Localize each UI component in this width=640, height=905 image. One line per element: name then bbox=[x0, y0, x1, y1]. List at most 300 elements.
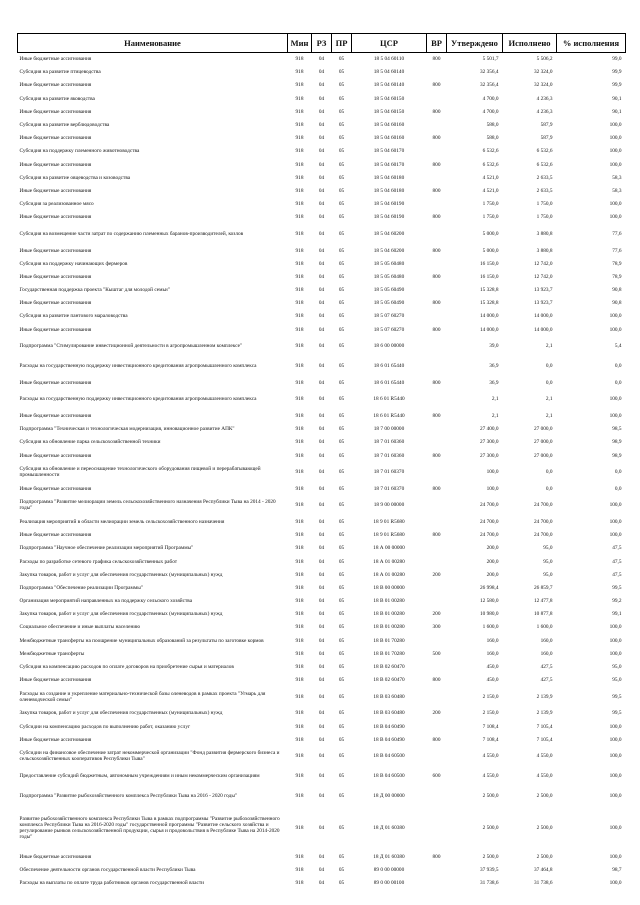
cell-csr: 18 9 00 00000 bbox=[373, 502, 405, 509]
table-row bbox=[18, 850, 626, 863]
table-row bbox=[18, 515, 626, 528]
table-row bbox=[18, 733, 626, 746]
cell-pr: 05 bbox=[338, 363, 345, 370]
cell-pr: 05 bbox=[338, 413, 345, 420]
cell-name: Субсидии на финансовое обеспечение затрат некоммерческой организации "Фонд развития фермерского бизнеса и сельскохозяйственных кооперативов Республики Тыва" bbox=[19, 750, 280, 763]
table-row bbox=[18, 436, 626, 449]
cell-pr: 05 bbox=[338, 710, 345, 717]
cell-executed: 5 506,2 bbox=[536, 56, 553, 63]
cell-rz: 04 bbox=[318, 532, 325, 539]
cell-executed: 2 500,0 bbox=[536, 825, 553, 832]
cell-min: 918 bbox=[295, 313, 304, 320]
table-row bbox=[18, 687, 626, 707]
cell-pr: 05 bbox=[338, 723, 345, 730]
table-row bbox=[18, 542, 626, 555]
cell-min: 918 bbox=[295, 260, 304, 267]
cell-rz: 04 bbox=[318, 379, 325, 386]
cell-rz: 04 bbox=[318, 413, 325, 420]
cell-percent: 0,0 bbox=[614, 469, 622, 476]
cell-name: Иные бюджетные ассигнования bbox=[19, 161, 92, 168]
cell-name: Иные бюджетные ассигнования bbox=[19, 736, 92, 743]
cell-vr bbox=[427, 284, 447, 297]
cell-executed: 427,5 bbox=[540, 677, 553, 684]
cell-executed: 24 700,0 bbox=[533, 532, 553, 539]
cell-approved: 160,0 bbox=[486, 650, 499, 657]
cell-csr: 18 5 04 60140 bbox=[373, 82, 405, 89]
cell-pr: 05 bbox=[338, 161, 345, 168]
cell-pr: 05 bbox=[338, 148, 345, 155]
cell-rz: 04 bbox=[318, 161, 325, 168]
cell-pr: 05 bbox=[338, 82, 345, 89]
cell-csr: 18 Д 01 60380 bbox=[373, 853, 405, 860]
cell-approved: 588,0 bbox=[486, 135, 499, 142]
header-percent: % исполнения bbox=[557, 34, 626, 53]
cell-vr bbox=[427, 171, 447, 184]
cell-percent: 98,7 bbox=[612, 867, 622, 874]
cell-name: Расходы по разработке сетевого графика сельскохозяйственных работ bbox=[19, 558, 178, 565]
cell-min: 918 bbox=[295, 693, 304, 700]
cell-pr: 05 bbox=[338, 273, 345, 280]
cell-executed: 37 464,8 bbox=[533, 867, 553, 874]
cell-min: 918 bbox=[295, 469, 304, 476]
cell-pr: 05 bbox=[338, 174, 345, 181]
cell-executed: 10 877,8 bbox=[533, 611, 553, 618]
cell-executed: 32 324,0 bbox=[533, 82, 553, 89]
cell-percent: 100,0 bbox=[609, 135, 622, 142]
cell-percent: 95,0 bbox=[612, 677, 622, 684]
cell-rz: 04 bbox=[318, 122, 325, 129]
table-row bbox=[18, 595, 626, 608]
cell-min: 918 bbox=[295, 148, 304, 155]
cell-pr: 05 bbox=[338, 650, 345, 657]
cell-min: 918 bbox=[295, 867, 304, 874]
table-body bbox=[18, 53, 626, 890]
cell-min: 918 bbox=[295, 753, 304, 760]
cell-vr: 800 bbox=[432, 135, 441, 142]
cell-name: Субсидия на развитие птицеводства bbox=[19, 69, 101, 76]
cell-min: 918 bbox=[295, 664, 304, 671]
cell-vr bbox=[427, 746, 447, 766]
cell-min: 918 bbox=[295, 439, 304, 446]
cell-rz: 04 bbox=[318, 710, 325, 717]
table-row bbox=[18, 184, 626, 197]
cell-percent: 99,9 bbox=[612, 69, 622, 76]
cell-approved: 27 300,0 bbox=[479, 439, 499, 446]
cell-pr: 05 bbox=[338, 664, 345, 671]
table-row bbox=[18, 608, 626, 621]
cell-name: Субсидии на компенсацию расходов по выполнению работ, оказанию услуг bbox=[19, 723, 191, 730]
cell-min: 918 bbox=[295, 273, 304, 280]
cell-percent: 0,0 bbox=[614, 363, 622, 370]
cell-rz: 04 bbox=[318, 69, 325, 76]
cell-percent: 98,5 bbox=[612, 426, 622, 433]
table-row bbox=[18, 389, 626, 409]
cell-percent: 100,0 bbox=[609, 161, 622, 168]
table-row bbox=[18, 79, 626, 92]
cell-rz: 04 bbox=[318, 201, 325, 208]
cell-vr bbox=[427, 515, 447, 528]
cell-approved: 6 532,6 bbox=[482, 148, 499, 155]
cell-min: 918 bbox=[295, 532, 304, 539]
cell-executed: 13 923,7 bbox=[533, 287, 553, 294]
cell-vr bbox=[427, 877, 447, 890]
cell-name: Субсидия на поддержку племенного животноводства bbox=[19, 148, 140, 155]
cell-min: 918 bbox=[295, 363, 304, 370]
cell-name: Иные бюджетные ассигнования bbox=[19, 452, 92, 459]
cell-percent: 99,5 bbox=[612, 710, 622, 717]
cell-csr: 18 5 07 60270 bbox=[373, 326, 405, 333]
cell-pr: 05 bbox=[338, 69, 345, 76]
cell-executed: 2 633,5 bbox=[536, 174, 553, 181]
cell-executed: 1 600,0 bbox=[536, 624, 553, 631]
cell-percent: 99,5 bbox=[612, 693, 622, 700]
cell-csr: 18 В 02 60470 bbox=[373, 677, 405, 684]
cell-name: Межбюджетные трансферты на поощрение муниципальных образований за результаты по заготовке кормов bbox=[19, 637, 264, 644]
cell-vr bbox=[427, 145, 447, 158]
cell-rz: 04 bbox=[318, 135, 325, 142]
cell-csr: 18 В 01 00280 bbox=[373, 624, 405, 631]
cell-min: 918 bbox=[295, 723, 304, 730]
cell-pr: 05 bbox=[338, 201, 345, 208]
cell-approved: 2 500,0 bbox=[482, 853, 499, 860]
cell-vr bbox=[427, 198, 447, 211]
cell-csr: 18 5 05 60490 bbox=[373, 287, 405, 294]
cell-rz: 04 bbox=[318, 313, 325, 320]
cell-vr: 800 bbox=[432, 485, 441, 492]
cell-rz: 04 bbox=[318, 214, 325, 221]
cell-vr: 800 bbox=[432, 736, 441, 743]
cell-name: Подпрограмма "Развитие мелиорации земель сельскохозяйственного назначения Республики Тыва на 2014 - 2020 годы" bbox=[19, 499, 276, 512]
cell-pr: 05 bbox=[338, 287, 345, 294]
cell-pr: 05 bbox=[338, 313, 345, 320]
cell-min: 918 bbox=[295, 343, 304, 350]
cell-name: Иные бюджетные ассигнования bbox=[19, 135, 92, 142]
cell-name: Иные бюджетные ассигнования bbox=[19, 677, 92, 684]
cell-csr: 18 7 01 60360 bbox=[373, 439, 405, 446]
cell-approved: 2,1 bbox=[491, 396, 499, 403]
cell-min: 918 bbox=[295, 95, 304, 102]
cell-pr: 05 bbox=[338, 773, 345, 780]
cell-approved: 27 300,0 bbox=[479, 452, 499, 459]
cell-pr: 05 bbox=[338, 485, 345, 492]
cell-percent: 99,1 bbox=[612, 611, 622, 618]
cell-rz: 04 bbox=[318, 230, 325, 237]
cell-executed: 24 700,0 bbox=[533, 518, 553, 525]
cell-percent: 100,0 bbox=[609, 624, 622, 631]
cell-vr bbox=[427, 864, 447, 877]
cell-name: Расходы на государственную поддержку инвестиционного кредитования агропромышленного комплекса bbox=[19, 363, 257, 370]
cell-min: 918 bbox=[295, 773, 304, 780]
cell-percent: 100,0 bbox=[609, 532, 622, 539]
cell-csr: 18 Д 01 60380 bbox=[373, 825, 405, 832]
cell-name: Реализация мероприятий в области мелиорации земель сельскохозяйственного назначения bbox=[19, 518, 225, 525]
cell-csr: 18 В 01 00280 bbox=[373, 611, 405, 618]
cell-vr bbox=[427, 720, 447, 733]
cell-pr: 05 bbox=[338, 426, 345, 433]
cell-vr: 800 bbox=[432, 108, 441, 115]
cell-percent: 100,0 bbox=[609, 518, 622, 525]
cell-csr: 18 6 01 65440 bbox=[373, 379, 405, 386]
cell-approved: 4 700,0 bbox=[482, 95, 499, 102]
cell-name: Иные бюджетные ассигнования bbox=[19, 485, 92, 492]
cell-approved: 27 400,0 bbox=[479, 426, 499, 433]
cell-name: Субсидия на развитие овцеводства и козоводства bbox=[19, 174, 131, 181]
cell-name: Иные бюджетные ассигнования bbox=[19, 187, 92, 194]
cell-csr: 18 В 02 60470 bbox=[373, 664, 405, 671]
table-row bbox=[18, 529, 626, 542]
cell-name: Организация мероприятий направленных на поддержку сельского хозяйства bbox=[19, 598, 193, 605]
cell-approved: 14 000,0 bbox=[479, 313, 499, 320]
cell-pr: 05 bbox=[338, 518, 345, 525]
cell-min: 918 bbox=[295, 426, 304, 433]
cell-percent: 100,0 bbox=[609, 396, 622, 403]
cell-rz: 04 bbox=[318, 571, 325, 578]
cell-csr: 18 А 01 00280 bbox=[373, 571, 405, 578]
cell-csr: 18 5 04 60160 bbox=[373, 135, 405, 142]
cell-percent: 100,0 bbox=[609, 148, 622, 155]
cell-min: 918 bbox=[295, 485, 304, 492]
cell-csr: 89 0 00 00100 bbox=[373, 880, 405, 887]
cell-min: 918 bbox=[295, 135, 304, 142]
cell-percent: 58,3 bbox=[612, 174, 622, 181]
cell-min: 918 bbox=[295, 558, 304, 565]
cell-csr: 18 7 01 60370 bbox=[373, 485, 405, 492]
cell-vr bbox=[427, 595, 447, 608]
cell-min: 918 bbox=[295, 396, 304, 403]
cell-percent: 100,0 bbox=[609, 122, 622, 129]
cell-name: Расходы на государственную поддержку инвестиционного кредитования агропромышленного комплекса bbox=[19, 396, 257, 403]
cell-executed: 14 000,0 bbox=[533, 326, 553, 333]
cell-pr: 05 bbox=[338, 379, 345, 386]
cell-approved: 4 550,0 bbox=[482, 773, 499, 780]
table-row bbox=[18, 92, 626, 105]
cell-rz: 04 bbox=[318, 825, 325, 832]
cell-name: Субсидия на компенсацию расходов по оплате договоров на приобретение сырья и материалов bbox=[19, 664, 234, 671]
header-vr: ВР bbox=[427, 34, 447, 53]
cell-percent: 100,0 bbox=[609, 326, 622, 333]
table-row bbox=[18, 270, 626, 283]
cell-min: 918 bbox=[295, 174, 304, 181]
cell-executed: 3 880,8 bbox=[536, 230, 553, 237]
cell-min: 918 bbox=[295, 122, 304, 129]
cell-csr: 18 6 01 R5440 bbox=[373, 413, 405, 420]
cell-pr: 05 bbox=[338, 396, 345, 403]
cell-vr: 200 bbox=[432, 611, 441, 618]
cell-csr: 18 9 01 R5680 bbox=[373, 532, 405, 539]
cell-rz: 04 bbox=[318, 793, 325, 800]
cell-approved: 200,0 bbox=[486, 571, 499, 578]
cell-executed: 1 750,0 bbox=[536, 201, 553, 208]
cell-vr bbox=[427, 92, 447, 105]
table-row bbox=[18, 449, 626, 462]
cell-min: 918 bbox=[295, 571, 304, 578]
table-row bbox=[18, 766, 626, 786]
cell-rz: 04 bbox=[318, 611, 325, 618]
cell-executed: 4 236,3 bbox=[536, 108, 553, 115]
cell-approved: 5 000,0 bbox=[482, 230, 499, 237]
cell-rz: 04 bbox=[318, 650, 325, 657]
table-row bbox=[18, 746, 626, 766]
cell-vr: 300 bbox=[432, 624, 441, 631]
cell-rz: 04 bbox=[318, 82, 325, 89]
cell-min: 918 bbox=[295, 518, 304, 525]
cell-pr: 05 bbox=[338, 122, 345, 129]
cell-name: Субсидия на развитие яководства bbox=[19, 95, 95, 102]
cell-percent: 90,8 bbox=[612, 287, 622, 294]
cell-pr: 05 bbox=[338, 793, 345, 800]
cell-min: 918 bbox=[295, 82, 304, 89]
cell-approved: 16 150,0 bbox=[479, 273, 499, 280]
cell-rz: 04 bbox=[318, 880, 325, 887]
cell-vr bbox=[427, 786, 447, 806]
cell-approved: 2 500,0 bbox=[482, 793, 499, 800]
table-row bbox=[18, 660, 626, 673]
cell-vr bbox=[427, 634, 447, 647]
cell-percent: 58,3 bbox=[612, 187, 622, 194]
table-row bbox=[18, 568, 626, 581]
cell-vr: 800 bbox=[432, 532, 441, 539]
cell-vr: 800 bbox=[432, 413, 441, 420]
header-executed: Исполнено bbox=[503, 34, 557, 53]
cell-executed: 26 859,7 bbox=[533, 584, 553, 591]
table-row bbox=[18, 674, 626, 687]
table-row bbox=[18, 555, 626, 568]
cell-executed: 12 742,0 bbox=[533, 273, 553, 280]
cell-approved: 37 939,5 bbox=[479, 867, 499, 874]
cell-vr bbox=[427, 257, 447, 270]
cell-min: 918 bbox=[295, 326, 304, 333]
cell-vr: 200 bbox=[432, 571, 441, 578]
cell-csr: 18 5 05 60490 bbox=[373, 300, 405, 307]
cell-executed: 587,9 bbox=[540, 122, 553, 129]
cell-csr: 18 В 04 60500 bbox=[373, 773, 405, 780]
cell-pr: 05 bbox=[338, 584, 345, 591]
cell-rz: 04 bbox=[318, 867, 325, 874]
cell-pr: 05 bbox=[338, 624, 345, 631]
table-row bbox=[18, 118, 626, 131]
cell-csr: 18 5 04 60150 bbox=[373, 95, 405, 102]
cell-vr bbox=[427, 495, 447, 515]
cell-rz: 04 bbox=[318, 273, 325, 280]
cell-name: Предоставление субсидий бюджетным, автономным учреждениям и иным некоммерческим организациям bbox=[19, 773, 260, 780]
cell-percent: 0,0 bbox=[614, 379, 622, 386]
cell-vr bbox=[427, 806, 447, 850]
cell-min: 918 bbox=[295, 247, 304, 254]
cell-pr: 05 bbox=[338, 214, 345, 221]
cell-executed: 2 500,0 bbox=[536, 793, 553, 800]
cell-percent: 100,0 bbox=[609, 650, 622, 657]
cell-name: Подпрограмма "Научное обеспечение реализации мероприятий Программы" bbox=[19, 545, 194, 552]
cell-rz: 04 bbox=[318, 260, 325, 267]
cell-executed: 160,0 bbox=[540, 650, 553, 657]
cell-name: Иные бюджетные ассигнования bbox=[19, 247, 92, 254]
cell-name: Обеспечение деятельности органов государственной власти Республики Тыва bbox=[19, 867, 196, 874]
cell-executed: 12 477,8 bbox=[533, 598, 553, 605]
cell-approved: 4 550,0 bbox=[482, 753, 499, 760]
table-row bbox=[18, 244, 626, 257]
cell-percent: 100,0 bbox=[609, 793, 622, 800]
cell-approved: 16 150,0 bbox=[479, 260, 499, 267]
cell-percent: 90,1 bbox=[612, 95, 622, 102]
cell-csr: 18 9 01 R5680 bbox=[373, 518, 405, 525]
cell-percent: 99,9 bbox=[612, 82, 622, 89]
cell-name: Социальное обеспечение и иные выплаты населению bbox=[19, 624, 141, 631]
cell-approved: 4 521,0 bbox=[482, 187, 499, 194]
cell-csr: 18 5 04 60170 bbox=[373, 148, 405, 155]
cell-csr: 18 В 04 60490 bbox=[373, 723, 405, 730]
cell-executed: 0,0 bbox=[545, 485, 553, 492]
cell-rz: 04 bbox=[318, 584, 325, 591]
cell-executed: 27 000,0 bbox=[533, 426, 553, 433]
cell-min: 918 bbox=[295, 611, 304, 618]
cell-csr: 18 Д 00 00000 bbox=[373, 793, 405, 800]
cell-rz: 04 bbox=[318, 773, 325, 780]
cell-approved: 24 700,0 bbox=[479, 502, 499, 509]
cell-name: Иные бюджетные ассигнования bbox=[19, 413, 92, 420]
cell-pr: 05 bbox=[338, 753, 345, 760]
cell-approved: 2,1 bbox=[491, 413, 499, 420]
table-row bbox=[18, 423, 626, 436]
cell-name: Иные бюджетные ассигнования bbox=[19, 108, 92, 115]
cell-name: Иные бюджетные ассигнования bbox=[19, 379, 92, 386]
cell-executed: 0,0 bbox=[545, 469, 553, 476]
cell-vr bbox=[427, 118, 447, 131]
table-row bbox=[18, 877, 626, 890]
cell-approved: 15 328,8 bbox=[479, 300, 499, 307]
cell-pr: 05 bbox=[338, 532, 345, 539]
cell-name: Субсидия на развитие пантового мараловодства bbox=[19, 313, 128, 320]
cell-approved: 24 700,0 bbox=[479, 532, 499, 539]
cell-percent: 77,6 bbox=[612, 230, 622, 237]
cell-rz: 04 bbox=[318, 502, 325, 509]
cell-percent: 100,0 bbox=[609, 413, 622, 420]
cell-vr: 800 bbox=[432, 187, 441, 194]
cell-csr: 18 5 05 60480 bbox=[373, 273, 405, 280]
cell-approved: 160,0 bbox=[486, 637, 499, 644]
cell-csr: 18 А 01 00280 bbox=[373, 558, 405, 565]
cell-percent: 0,0 bbox=[614, 485, 622, 492]
cell-min: 918 bbox=[295, 624, 304, 631]
cell-min: 918 bbox=[295, 825, 304, 832]
cell-min: 918 bbox=[295, 413, 304, 420]
cell-executed: 95,0 bbox=[543, 558, 553, 565]
cell-vr bbox=[427, 436, 447, 449]
cell-name: Иные бюджетные ассигнования bbox=[19, 56, 92, 63]
cell-rz: 04 bbox=[318, 624, 325, 631]
cell-vr bbox=[427, 310, 447, 323]
cell-approved: 31 738,6 bbox=[479, 880, 499, 887]
cell-executed: 2 139,9 bbox=[536, 710, 553, 717]
cell-min: 918 bbox=[295, 880, 304, 887]
cell-approved: 12 580,0 bbox=[479, 598, 499, 605]
cell-pr: 05 bbox=[338, 56, 345, 63]
table-row bbox=[18, 105, 626, 118]
cell-executed: 95,0 bbox=[543, 571, 553, 578]
cell-approved: 39,0 bbox=[489, 343, 499, 350]
cell-rz: 04 bbox=[318, 693, 325, 700]
table-row bbox=[18, 409, 626, 422]
table-row bbox=[18, 462, 626, 482]
cell-csr: 18 7 00 00000 bbox=[373, 426, 405, 433]
cell-pr: 05 bbox=[338, 95, 345, 102]
cell-min: 918 bbox=[295, 584, 304, 591]
cell-pr: 05 bbox=[338, 677, 345, 684]
cell-pr: 05 bbox=[338, 187, 345, 194]
cell-rz: 04 bbox=[318, 545, 325, 552]
cell-pr: 05 bbox=[338, 502, 345, 509]
cell-percent: 100,0 bbox=[609, 723, 622, 730]
cell-approved: 1 750,0 bbox=[482, 214, 499, 221]
